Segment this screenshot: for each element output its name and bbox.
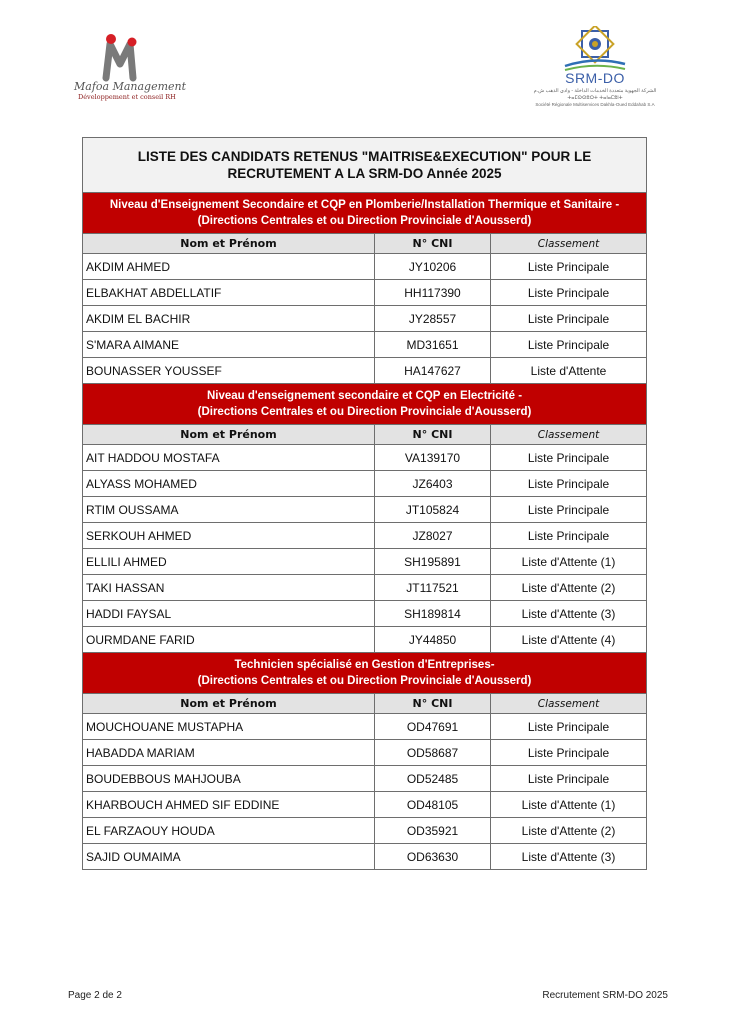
candidate-classement: Liste Principale (491, 740, 647, 766)
candidate-cni: JT117521 (375, 575, 491, 601)
candidate-name: SERKOUH AHMED (83, 523, 375, 549)
candidate-name: AIT HADDOU MOSTAFA (83, 445, 375, 471)
candidate-name: BOUNASSER YOUSSEF (83, 358, 375, 384)
section-title-line1: Niveau d'Enseignement Secondaire et CQP en Plomberie/Installation Thermique et Sanitaire - (109, 199, 620, 211)
logo-left-name: Mafoa Management (74, 80, 187, 93)
candidate-name: HADDI FAYSAL (83, 601, 375, 627)
candidate-classement: Liste Principale (491, 332, 647, 358)
candidate-cni: OD52485 (375, 766, 491, 792)
section-title (83, 193, 647, 234)
candidate-cni: JY44850 (375, 627, 491, 653)
srm-do-logo (530, 26, 660, 114)
candidate-cni: JT105824 (375, 497, 491, 523)
table-row (83, 280, 647, 306)
candidate-classement: Liste d'Attente (2) (491, 818, 647, 844)
candidate-name: SAJID OUMAIMA (83, 844, 375, 870)
candidate-name: ELBAKHAT ABDELLATIF (83, 280, 375, 306)
srm-do-emblem-icon (530, 26, 660, 74)
candidate-classement: Liste d'Attente (491, 358, 647, 384)
column-header-classement: Classement (491, 694, 647, 714)
document-title-line2: RECRUTEMENT A LA SRM-DO Année 2025 (227, 166, 502, 181)
candidate-cni: OD58687 (375, 740, 491, 766)
logo-right-subtitle: Société Régionale Multiservices Dakhla-Oued Eddahab S.A (535, 102, 655, 107)
table-row (83, 792, 647, 818)
candidate-cni: SH195891 (375, 549, 491, 575)
mafoa-management-logo (70, 30, 185, 105)
column-header-classement: Classement (491, 425, 647, 445)
document-title-row (83, 138, 647, 193)
candidate-cni: HA147627 (375, 358, 491, 384)
candidate-classement: Liste Principale (491, 497, 647, 523)
candidate-name: KHARBOUCH AHMED SIF EDDINE (83, 792, 375, 818)
candidate-cni: OD35921 (375, 818, 491, 844)
table-row (83, 358, 647, 384)
candidate-classement: Liste Principale (491, 523, 647, 549)
column-header-classement: Classement (491, 234, 647, 254)
candidate-name: EL FARZAOUY HOUDA (83, 818, 375, 844)
footer-page-number: Page 2 de 2 (68, 990, 122, 1001)
candidate-classement: Liste d'Attente (3) (491, 601, 647, 627)
column-header-name: Nom et Prénom (83, 425, 375, 445)
column-header-name: Nom et Prénom (83, 234, 375, 254)
candidate-classement: Liste d'Attente (4) (491, 627, 647, 653)
document-title (83, 138, 647, 193)
candidate-classement: Liste Principale (491, 254, 647, 280)
column-header-cni: N° CNI (375, 425, 491, 445)
candidate-name: BOUDEBBOUS MAHJOUBA (83, 766, 375, 792)
candidate-cni: OD63630 (375, 844, 491, 870)
section-header-row (83, 384, 647, 425)
table-row (83, 306, 647, 332)
table-row (83, 523, 647, 549)
candidate-name: AKDIM AHMED (83, 254, 375, 280)
candidate-cni: OD48105 (375, 792, 491, 818)
table-row (83, 601, 647, 627)
column-header-cni: N° CNI (375, 694, 491, 714)
candidate-classement: Liste d'Attente (1) (491, 792, 647, 818)
candidate-name: ALYASS MOHAMED (83, 471, 375, 497)
document-title-line1: LISTE DES CANDIDATS RETENUS "MAITRISE&EXECUTION" POUR LE (137, 149, 592, 164)
section-title-line2: (Directions Centrales et ou Direction Provinciale d'Aousserd) (197, 675, 532, 687)
table-row (83, 254, 647, 280)
column-header-cni: N° CNI (375, 234, 491, 254)
candidate-classement: Liste Principale (491, 766, 647, 792)
candidate-name: RTIM OUSSAMA (83, 497, 375, 523)
candidate-cni: MD31651 (375, 332, 491, 358)
column-header-name: Nom et Prénom (83, 694, 375, 714)
section-title-line1: Technicien spécialisé en Gestion d'Entreprises- (234, 659, 495, 671)
table-row (83, 471, 647, 497)
section-title (83, 384, 647, 425)
candidate-cni: JZ8027 (375, 523, 491, 549)
section-header-row (83, 193, 647, 234)
candidate-name: HABADDA MARIAM (83, 740, 375, 766)
section-title-line1: Niveau d'enseignement secondaire et CQP en Electricité - (206, 390, 523, 402)
table-row (83, 497, 647, 523)
candidate-cni: VA139170 (375, 445, 491, 471)
column-header-row (83, 234, 647, 254)
candidates-table (82, 137, 647, 870)
footer-document-label: Recrutement SRM-DO 2025 (542, 990, 668, 1001)
candidate-cni: JY28557 (375, 306, 491, 332)
logo-right-arabic: الشركة الجهوية متعددة الخدمات الداخلة - وادي الذهب ش.م (533, 88, 657, 94)
logo-left-tagline: Développement et conseil RH (78, 93, 176, 101)
table-row (83, 549, 647, 575)
candidate-name: TAKI HASSAN (83, 575, 375, 601)
candidate-cni: SH189814 (375, 601, 491, 627)
candidate-cni: HH117390 (375, 280, 491, 306)
section-header-row (83, 653, 647, 694)
table-row (83, 714, 647, 740)
candidate-classement: Liste Principale (491, 280, 647, 306)
candidate-cni: JY10206 (375, 254, 491, 280)
table-row (83, 332, 647, 358)
table-row (83, 740, 647, 766)
column-header-row (83, 694, 647, 714)
candidate-cni: JZ6403 (375, 471, 491, 497)
candidate-cni: OD47691 (375, 714, 491, 740)
candidate-classement: Liste Principale (491, 714, 647, 740)
candidate-name: AKDIM EL BACHIR (83, 306, 375, 332)
candidate-classement: Liste Principale (491, 445, 647, 471)
candidate-name: OURMDANE FARID (83, 627, 375, 653)
section-title-line2: (Directions Centrales et ou Direction Provinciale d'Aousserd) (197, 215, 532, 227)
candidate-name: MOUCHOUANE MUSTAPHA (83, 714, 375, 740)
section-title (83, 653, 647, 694)
logo-right-name: SRM-DO (565, 70, 625, 86)
candidate-name: ELLILI AHMED (83, 549, 375, 575)
column-header-row (83, 425, 647, 445)
table-row (83, 445, 647, 471)
table-row (83, 818, 647, 844)
table-row (83, 766, 647, 792)
candidate-classement: Liste d'Attente (1) (491, 549, 647, 575)
candidate-classement: Liste d'Attente (2) (491, 575, 647, 601)
table-row (83, 627, 647, 653)
candidate-classement: Liste Principale (491, 471, 647, 497)
candidate-classement: Liste Principale (491, 306, 647, 332)
section-title-line2: (Directions Centrales et ou Direction Provinciale d'Aousserd) (197, 406, 532, 418)
candidate-name: S'MARA AIMANE (83, 332, 375, 358)
logo-right-tifinagh: ⵜⴰⵎⵙⵙⵓⵔⵜ ⵜⴰⵏⴰⵎⵓⵏⵜ (567, 95, 623, 101)
candidate-classement: Liste d'Attente (3) (491, 844, 647, 870)
table-row (83, 575, 647, 601)
table-row (83, 844, 647, 870)
